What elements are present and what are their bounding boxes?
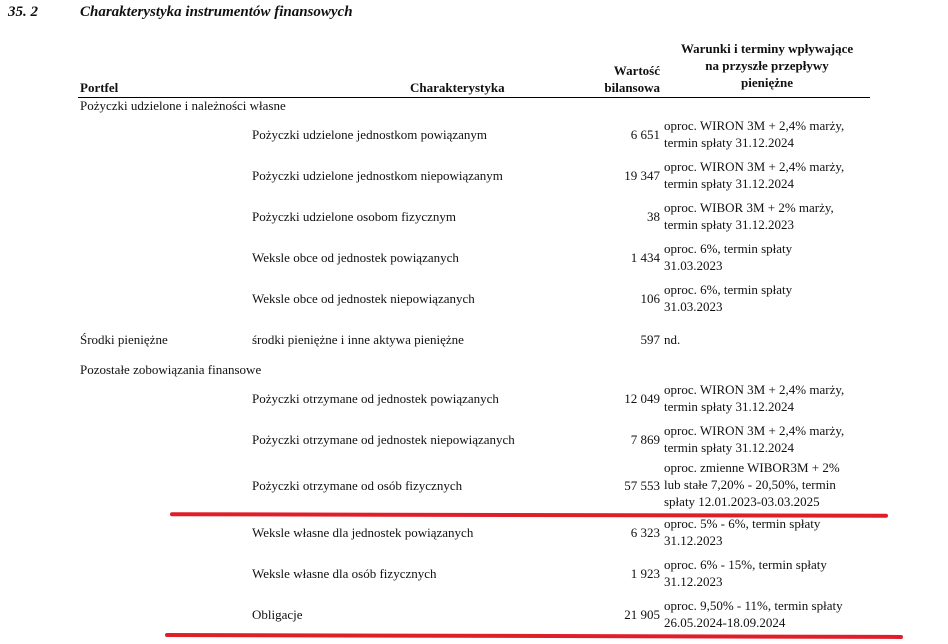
row-item: Pożyczki udzielone jednostkom powiązanym: [252, 127, 488, 142]
row-item: Obligacje: [252, 607, 303, 622]
row-value: 19 347: [624, 168, 660, 183]
col-header-warunki: Warunki i terminy wpływające na przyszłe przepływy pieniężne: [680, 41, 854, 90]
row-conditions: oproc. 6%, termin spłaty 31.03.2023: [664, 282, 793, 314]
col-header-wartosc: Wartość bilansowa: [604, 63, 660, 95]
row-conditions: oproc. 9,50% - 11%, termin spłaty 26.05.2024-18.09.2024: [664, 598, 843, 630]
row-item: Weksle własne dla osób fizycznych: [252, 566, 437, 581]
row-value: 106: [640, 291, 660, 306]
row-value: 7 869: [630, 432, 660, 447]
section-title: Charakterystyka instrumentów finansowych: [80, 4, 353, 20]
row-item: Pożyczki otrzymane od osób fizycznych: [252, 478, 463, 493]
row-value: 57 553: [624, 478, 660, 493]
row-item: Weksle obce od jednostek powiązanych: [252, 250, 459, 265]
row-conditions: oproc. WIRON 3M + 2,4% marży, termin spłaty 31.12.2024: [664, 118, 845, 150]
row-conditions: oproc. WIRON 3M + 2,4% marży, termin spłaty 31.12.2024: [664, 159, 845, 191]
row-item: Weksle obce od jednostek niepowiązanych: [252, 291, 475, 306]
row-value: 1 923: [630, 566, 660, 581]
row-value: 38: [647, 209, 660, 224]
row-value: 1 434: [630, 250, 660, 265]
section-number: 35. 2: [8, 4, 38, 20]
row-conditions: nd.: [664, 332, 681, 347]
red-underline-annotation: [165, 633, 903, 639]
row-conditions: oproc. 6% - 15%, termin spłaty 31.12.2023: [664, 557, 827, 589]
col-header-portfel: Portfel: [80, 80, 119, 95]
section-heading: [8, 4, 353, 21]
section-label-zobowiazania: Pozostałe zobowiązania finansowe: [80, 362, 262, 377]
row-conditions: oproc. WIRON 3M + 2,4% marży, termin spłaty 31.12.2024: [664, 423, 845, 455]
row-item: Pożyczki udzielone jednostkom niepowiązanym: [252, 168, 503, 183]
row-conditions: oproc. 5% - 6%, termin spłaty 31.12.2023: [664, 516, 821, 548]
row-value: 597: [640, 332, 660, 347]
section-label-srodki: Środki pieniężne: [80, 332, 168, 347]
row-conditions: oproc. zmienne WIBOR3M + 2% lub stałe 7,20% - 20,50%, termin spłaty 12.01.2023-03.03.2025: [664, 460, 840, 509]
row-item: Pożyczki otrzymane od jednostek niepowiązanych: [252, 432, 515, 447]
row-item: Weksle własne dla jednostek powiązanych: [252, 525, 474, 540]
row-value: 6 651: [630, 127, 660, 142]
row-conditions: oproc. WIBOR 3M + 2% marży, termin spłaty 31.12.2023: [664, 200, 834, 232]
row-item: Pożyczki otrzymane od jednostek powiązanych: [252, 391, 499, 406]
row-value: 21 905: [624, 607, 660, 622]
row-item: Pożyczki udzielone osobom fizycznym: [252, 209, 456, 224]
row-conditions: oproc. WIRON 3M + 2,4% marży, termin spłaty 31.12.2024: [664, 382, 845, 414]
row-value: 12 049: [624, 391, 660, 406]
row-value: 6 323: [630, 525, 660, 540]
section-label-pozyczki: Pożyczki udzielone i należności własne: [80, 98, 286, 113]
col-header-charakterystyka: Charakterystyka: [410, 80, 505, 95]
row-item: środki pieniężne i inne aktywa pieniężne: [252, 332, 464, 347]
row-conditions: oproc. 6%, termin spłaty 31.03.2023: [664, 241, 793, 273]
